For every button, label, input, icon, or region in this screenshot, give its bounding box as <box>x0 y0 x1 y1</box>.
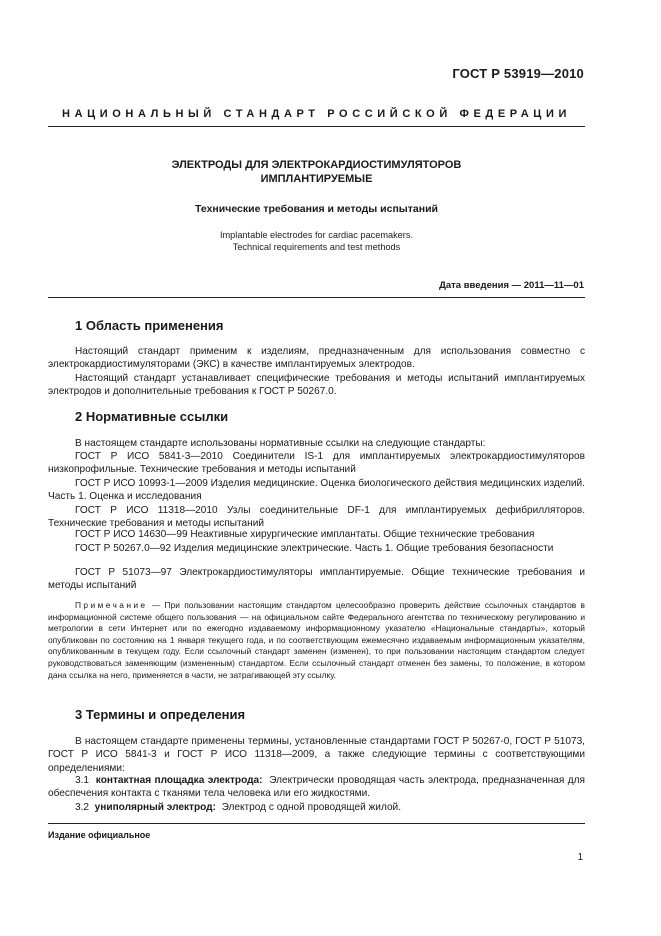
footer-rule <box>48 823 585 824</box>
term-name: униполярный электрод: <box>94 802 216 813</box>
reference-text: ГОСТ Р ИСО 11318—2010 Узлы соединительные DF-1 для имплантируемых дефибрилляторов. Технические требования и методы испытаний <box>48 505 585 530</box>
section-2-intro-text: В настоящем стандарте использованы нормативные ссылки на следующие стандарты: <box>75 438 486 449</box>
introduction-date: Дата введения — 2011—11—01 <box>439 280 584 291</box>
section-1-paragraph-2 <box>48 372 585 399</box>
note-label: Примечание <box>75 600 148 610</box>
term-3-1 <box>48 774 585 801</box>
doc-title <box>48 158 585 186</box>
section-1-heading: 1 Область применения <box>75 318 224 333</box>
section-2-intro <box>48 437 585 450</box>
english-title-line-1: Implantable electrodes for cardiac pacemakers. <box>219 230 414 240</box>
english-title-line-2: Technical requirements and test methods <box>232 242 401 252</box>
term-name: контактная площадка электрода: <box>95 775 263 786</box>
section-3-intro <box>48 735 585 775</box>
date-rule <box>48 297 585 298</box>
term-number: 3.2 <box>75 802 90 813</box>
term-definition: Электрод с одной проводящей жилой. <box>221 802 402 813</box>
reference-item <box>48 566 585 593</box>
reference-item <box>48 504 585 531</box>
doc-subtitle: Технические требования и методы испытаний <box>195 203 438 215</box>
reference-item <box>48 542 585 555</box>
term-number: 3.1 <box>75 775 90 786</box>
reference-text: ГОСТ Р ИСО 14630—99 Неактивные хирургические имплантаты. Общие технические требования <box>75 529 535 540</box>
title-line-2: ИМПЛАНТИРУЕМЫЕ <box>260 173 373 185</box>
section-3-heading: 3 Термины и определения <box>75 707 246 722</box>
note-text: — При пользовании настоящим стандартом целесообразно проверить действие ссылочных стандартов в информационной системе общего пользования — на официальном сайте Федерального агентства по техническому регулированию и метрологии в сети Интернет или по ежегодно издаваемому информационному указателю «Национальные стандарты», который опубликован по состоянию на 1 января текущего года, и по соответствующим ежемесячно издаваемым информационным указателям, опубликованным в текущем году. Если ссылочный стандарт заменен (изменен), то при пользовании настоящим стандартом следует руководствоваться заменяющим (измененным) стандартом. Если ссылочный стандарт отменен без замены, то положение, в котором дана ссылка на него, применяется в части, не затрагивающей эту ссылку. <box>48 600 586 680</box>
doc-number: ГОСТ Р 53919—2010 <box>452 66 584 81</box>
section-1-paragraph-1 <box>48 345 585 372</box>
section-2-heading: 2 Нормативные ссылки <box>75 409 229 424</box>
section-1-paragraph-1-text: Настоящий стандарт применим к изделиям, предназначенным для использования совместно с электрокардиостимуляторами (ЭКС) в качестве имплантируемых электродов. <box>48 346 585 371</box>
reference-item <box>48 450 585 477</box>
term-definition: Электрически проводящая часть электрода, предназначенная для обеспечения контакта с тканями тела человека или его жидкостями. <box>48 775 585 800</box>
term-3-2 <box>48 801 585 814</box>
english-title <box>48 229 585 253</box>
top-rule <box>48 126 585 127</box>
note-block <box>48 600 585 681</box>
reference-text: ГОСТ Р 51073—97 Электрокардиостимуляторы имплантируемые. Общие технические требования и методы испытаний <box>48 567 585 592</box>
section-1-paragraph-2-text: Настоящий стандарт устанавливает специфические требования и методы испытаний имплантируемых электродов и дополнительные требования к ГОСТ Р 50267.0. <box>48 373 585 398</box>
national-standard-banner: НАЦИОНАЛЬНЫЙ СТАНДАРТ РОССИЙСКОЙ ФЕДЕРАЦИИ <box>62 108 571 120</box>
reference-text: ГОСТ Р ИСО 5841-3—2010 Соединители IS-1 для имплантируемых электрокардиостимуляторов низкопрофильные. Технические требования и методы испытаний <box>48 451 585 476</box>
reference-text: ГОСТ Р 50267.0—92 Изделия медицинские электрические. Часть 1. Общие требования безопасности <box>75 543 554 554</box>
section-3-intro-text: В настоящем стандарте применены термины, установленные стандартами ГОСТ Р 50267-0, ГОСТ Р 51073, ГОСТ Р ИСО 5841-3 и ГОСТ Р ИСО 11318—2009, а также следующие термины с соответствующими определениями: <box>48 736 585 774</box>
page-number: 1 <box>577 852 583 863</box>
reference-text: ГОСТ Р ИСО 10993-1—2009 Изделия медицинские. Оценка биологического действия медицинских изделий. Часть 1. Оценка и исследования <box>48 478 585 503</box>
reference-item <box>48 528 585 541</box>
title-line-1: ЭЛЕКТРОДЫ ДЛЯ ЭЛЕКТРОКАРДИОСТИМУЛЯТОРОВ <box>171 159 462 171</box>
edition-label: Издание официальное <box>48 830 151 840</box>
reference-item <box>48 477 585 504</box>
